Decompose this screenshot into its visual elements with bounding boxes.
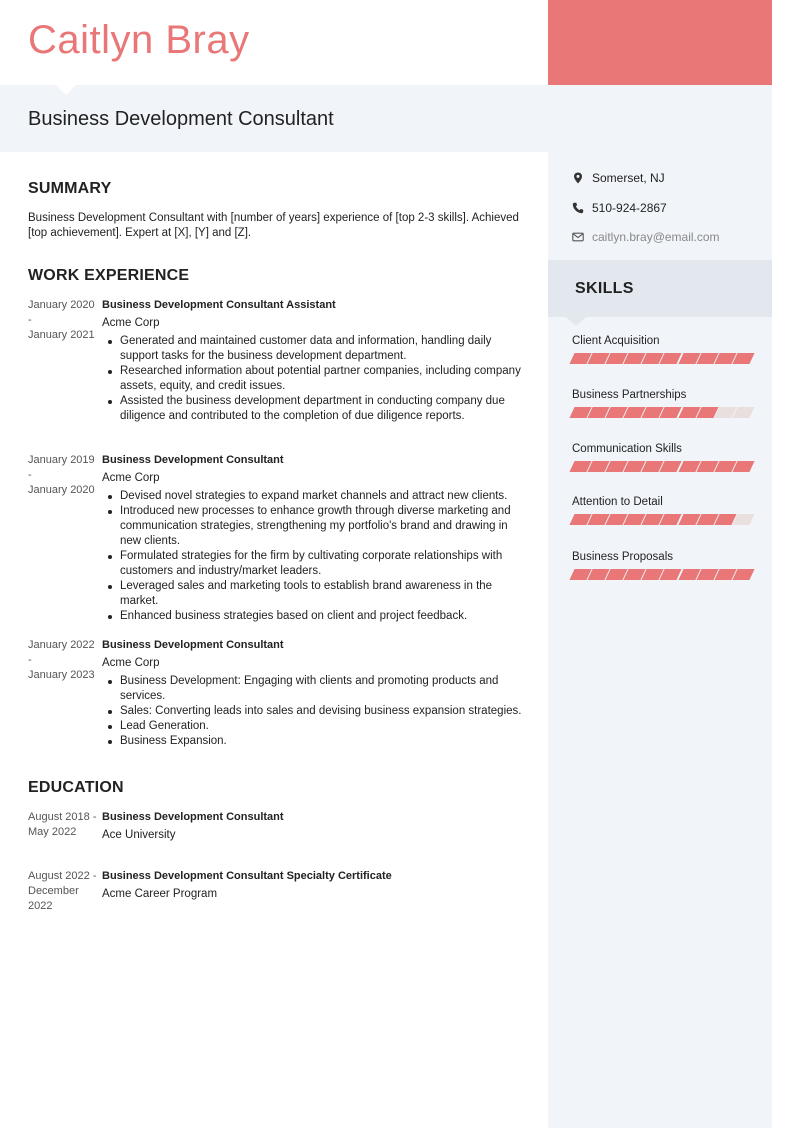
skills-heading: SKILLS <box>575 280 634 297</box>
contact-location <box>572 171 665 185</box>
skill-item <box>572 335 752 364</box>
summary-heading: SUMMARY <box>28 180 112 197</box>
skill-rating-bar <box>572 569 752 580</box>
education-heading: EDUCATION <box>28 779 124 796</box>
rating-segment-filled <box>732 461 754 472</box>
achievement-list <box>102 674 528 749</box>
skill-item <box>572 551 752 580</box>
job-title: Business Development Consultant <box>28 108 334 130</box>
sidebar <box>548 0 772 1128</box>
achievement-item: Lead Generation. <box>102 719 528 734</box>
end-date: January 2021 <box>28 329 95 341</box>
end-date: January 2023 <box>28 669 95 681</box>
degree-name: Business Development Consultant Specialty Certificate <box>102 870 392 882</box>
company-name: Acme Corp <box>102 317 160 329</box>
title-notch <box>56 85 76 95</box>
email-text[interactable]: caitlyn.bray@email.com <box>592 230 720 244</box>
start-date: January 2022 <box>28 639 95 651</box>
sidebar-accent-block <box>548 0 772 85</box>
company-name: Acme Corp <box>102 657 160 669</box>
skill-item <box>572 443 752 472</box>
achievement-item: Leveraged sales and marketing tools to establish brand awareness in the market. <box>102 579 528 609</box>
rating-segment-filled <box>732 569 754 580</box>
phone-icon <box>572 202 584 214</box>
end-date: January 2020 <box>28 484 95 496</box>
skills-header <box>548 260 772 317</box>
achievement-item: Assisted the business development department in conducting company due diligence and contributed to the completion of due diligence reports. <box>102 394 528 424</box>
work-details <box>102 638 528 749</box>
achievement-list <box>102 334 528 424</box>
achievement-item: Enhanced business strategies based on client and project feedback. <box>102 609 528 624</box>
work-details <box>102 298 528 424</box>
contact-email[interactable] <box>572 230 720 244</box>
achievement-item: Researched information about potential partner companies, including company assets, equity, and credit issues. <box>102 364 528 394</box>
contact-phone <box>572 201 667 215</box>
location-pin-icon <box>572 172 584 184</box>
achievement-item: Formulated strategies for the firm by cultivating corporate relationships with customers and industry/market leaders. <box>102 549 528 579</box>
work-dates <box>28 298 100 343</box>
education-details <box>102 869 528 902</box>
date-separator: - <box>28 314 32 326</box>
date-separator: - <box>28 469 32 481</box>
achievement-item: Introduced new processes to enhance growth through diverse marketing and communication strategies, strengthening my portfolio's brand and drawing in new clients. <box>102 504 528 549</box>
institution-name: Ace University <box>102 829 176 841</box>
skill-rating-bar <box>572 353 752 364</box>
skills-notch <box>566 317 586 326</box>
envelope-icon <box>572 231 584 243</box>
work-dates <box>28 453 100 498</box>
achievement-item: Business Expansion. <box>102 734 528 749</box>
achievement-list <box>102 489 528 624</box>
achievement-item: Business Development: Engaging with clients and promoting products and services. <box>102 674 528 704</box>
skill-item <box>572 389 752 418</box>
rating-segment-empty <box>732 514 754 525</box>
job-role: Business Development Consultant <box>102 454 284 466</box>
skill-label: Attention to Detail <box>572 496 663 508</box>
rating-segment-filled <box>732 353 754 364</box>
education-details <box>102 810 528 843</box>
location-text: Somerset, NJ <box>592 171 665 185</box>
skill-rating-bar <box>572 407 752 418</box>
achievement-item: Devised novel strategies to expand market channels and attract new clients. <box>102 489 528 504</box>
work-dates <box>28 638 100 683</box>
start-date: January 2019 <box>28 454 95 466</box>
education-dates: August 2022 - December 2022 <box>28 870 97 912</box>
skill-rating-bar <box>572 514 752 525</box>
phone-text: 510-924-2867 <box>592 201 667 215</box>
start-date: January 2020 <box>28 299 95 311</box>
summary-text: Business Development Consultant with [number of years] experience of [top 2-3 skills]. Achieved [top achievement]. Expert at [X], [Y] and [Z]. <box>28 212 519 239</box>
date-separator: - <box>28 654 32 666</box>
work-experience-heading: WORK EXPERIENCE <box>28 267 190 284</box>
work-details <box>102 453 528 624</box>
skill-rating-bar <box>572 461 752 472</box>
company-name: Acme Corp <box>102 472 160 484</box>
skill-label: Business Partnerships <box>572 389 687 401</box>
job-role: Business Development Consultant Assistant <box>102 299 336 311</box>
skill-label: Client Acquisition <box>572 335 660 347</box>
skill-label: Communication Skills <box>572 443 682 455</box>
institution-name: Acme Career Program <box>102 888 218 900</box>
rating-segment-empty <box>732 407 754 418</box>
candidate-name: Caitlyn Bray <box>28 18 250 62</box>
title-band <box>0 85 548 152</box>
education-dates: August 2018 - May 2022 <box>28 811 97 838</box>
degree-name: Business Development Consultant <box>102 811 284 823</box>
skill-item <box>572 496 752 525</box>
job-role: Business Development Consultant <box>102 639 284 651</box>
achievement-item: Sales: Converting leads into sales and devising business expansion strategies. <box>102 704 528 719</box>
skill-label: Business Proposals <box>572 551 673 563</box>
achievement-item: Generated and maintained customer data and information, handling daily support tasks for the business development department. <box>102 334 528 364</box>
